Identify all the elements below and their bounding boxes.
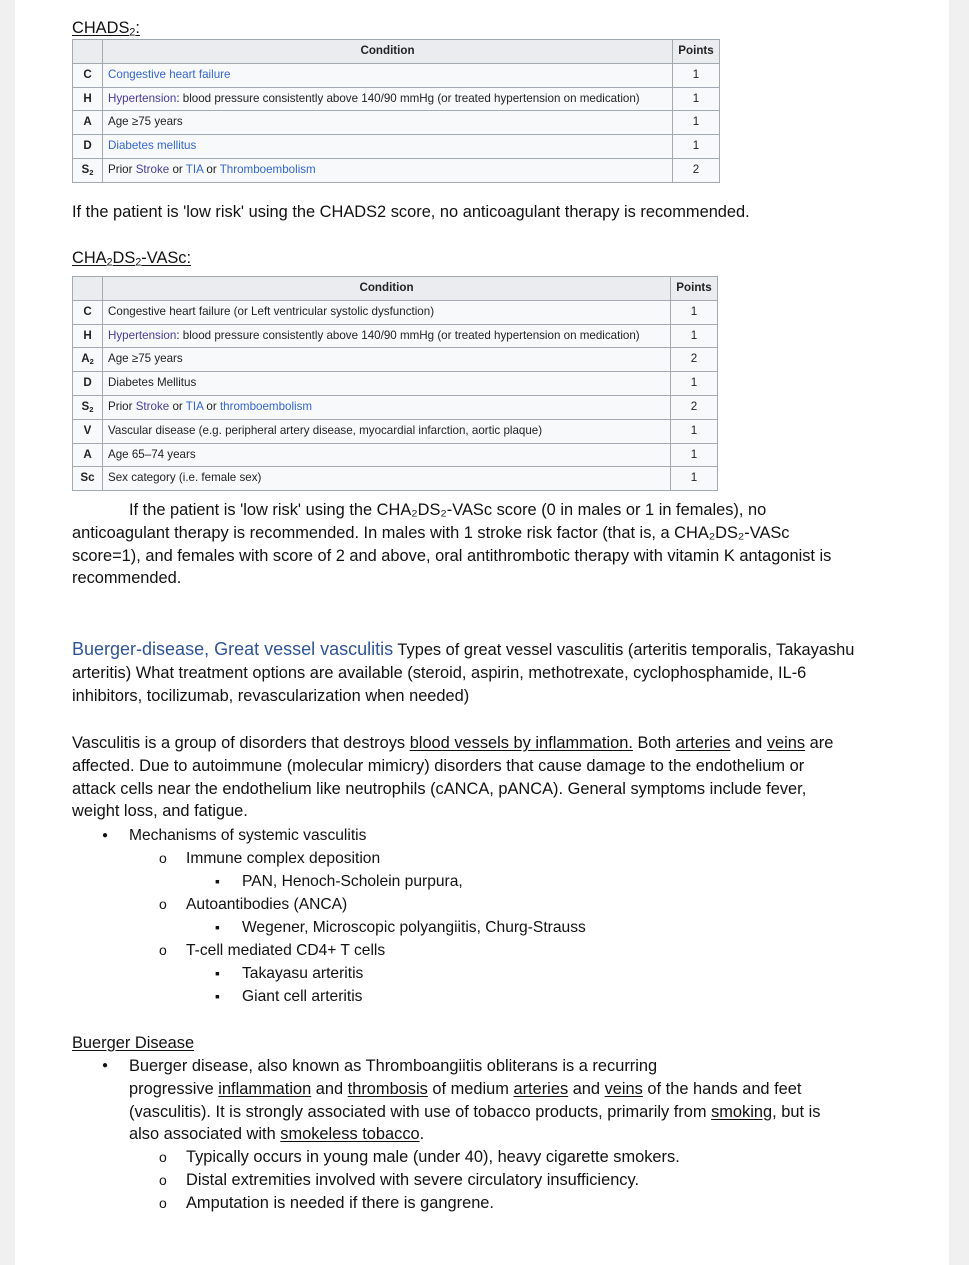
note-line: If the patient is 'low risk' using the CHA₂DS₂-VASc score (0 in males or 1 in females), no bbox=[129, 501, 767, 519]
condition-text: or bbox=[169, 162, 186, 176]
col-points-header: Points bbox=[671, 277, 718, 301]
text: and bbox=[568, 1079, 605, 1098]
condition-cell bbox=[103, 419, 671, 443]
inflammation-link[interactable]: inflammation bbox=[218, 1079, 312, 1098]
condition-cell bbox=[103, 443, 671, 467]
list-item bbox=[186, 1146, 909, 1169]
table-row bbox=[73, 324, 718, 348]
table-row bbox=[73, 348, 718, 372]
table-row bbox=[73, 372, 718, 396]
list-item bbox=[129, 1055, 909, 1078]
smokeless-tobacco-link[interactable]: smokeless tobacco bbox=[280, 1125, 420, 1144]
score-letter-text: A bbox=[83, 115, 92, 129]
score-letter-text: A bbox=[81, 352, 90, 366]
condition-text: Vascular disease (e.g. peripheral artery disease, myocardial infarction, aortic plaque) bbox=[108, 423, 543, 437]
score-letter bbox=[73, 324, 103, 348]
text: , but is bbox=[772, 1102, 821, 1121]
chads2-note: If the patient is 'low risk' using the CHADS2 score, no anticoagulant therapy is recommended. bbox=[72, 203, 750, 221]
list-item-text: Typically occurs in young male (under 40), heavy cigarette smokers. bbox=[186, 1148, 680, 1167]
note-line: anticoagulant therapy is recommended. In males with 1 stroke risk factor (that is, a CHA₂DS₂-VASc bbox=[72, 523, 790, 542]
heading-sub: 2 bbox=[135, 256, 142, 269]
condition-link[interactable]: TIA bbox=[185, 399, 204, 413]
condition-cell bbox=[103, 395, 671, 419]
score-letter bbox=[73, 372, 103, 396]
condition-cell bbox=[103, 467, 671, 491]
heading-part: DS bbox=[112, 249, 136, 267]
table-row bbox=[73, 87, 720, 111]
list-item-text: Immune complex deposition bbox=[186, 850, 381, 867]
points-cell: 1 bbox=[673, 111, 720, 135]
list-item bbox=[186, 893, 586, 916]
list-item-text: T-cell mediated CD4+ T cells bbox=[186, 942, 386, 959]
text: (vasculitis). It is strongly associated with use of tobacco products, primarily from bbox=[129, 1102, 712, 1121]
condition-link[interactable]: Thromboembolism bbox=[219, 162, 316, 176]
score-letter-text: V bbox=[83, 423, 92, 437]
smoking-link[interactable]: smoking bbox=[711, 1102, 773, 1121]
text: progressive bbox=[129, 1079, 219, 1098]
section-text: inhibitors, tocilizumab, revascularization when needed) bbox=[72, 686, 470, 705]
table-row bbox=[73, 467, 718, 491]
condition-cell bbox=[103, 87, 673, 111]
score-letter bbox=[73, 467, 103, 491]
list-item-text: Mechanisms of systemic vasculitis bbox=[129, 827, 367, 844]
table-row bbox=[73, 419, 718, 443]
points-cell: 2 bbox=[671, 348, 718, 372]
veins-link[interactable]: veins bbox=[604, 1079, 643, 1098]
score-letter-sub: 2 bbox=[89, 167, 94, 177]
condition-text: Age 65–74 years bbox=[108, 447, 196, 461]
col-condition-header: Condition bbox=[103, 40, 673, 64]
condition-cell bbox=[103, 158, 673, 182]
note-line: recommended. bbox=[72, 569, 182, 588]
table-row bbox=[73, 158, 720, 182]
list-item bbox=[186, 1192, 909, 1215]
condition-text: Diabetes Mellitus bbox=[108, 376, 197, 390]
score-letter-text: H bbox=[83, 328, 92, 342]
intro-text: weight loss, and fatigue. bbox=[72, 802, 248, 821]
intro-text: Both bbox=[632, 734, 676, 752]
list-item-text: Takayasu arteritis bbox=[242, 965, 364, 982]
condition-text: Prior bbox=[108, 399, 136, 413]
text: and bbox=[311, 1079, 348, 1098]
condition-link[interactable]: Stroke bbox=[135, 162, 170, 176]
condition-text: Age ≥75 years bbox=[108, 115, 183, 129]
condition-link[interactable]: Diabetes mellitus bbox=[108, 139, 197, 153]
condition-text: Age ≥75 years bbox=[108, 352, 183, 366]
score-letter bbox=[73, 443, 103, 467]
score-letter bbox=[73, 111, 103, 135]
intro-text: Vasculitis is a group of disorders that destroys bbox=[72, 734, 410, 752]
list-item bbox=[186, 1169, 909, 1192]
list-item-text: Giant cell arteritis bbox=[242, 988, 363, 1005]
score-letter bbox=[73, 135, 103, 159]
col-letter-header bbox=[73, 277, 103, 301]
condition-cell bbox=[103, 63, 673, 87]
list-item-text: Distal extremities involved with severe circulatory insufficiency. bbox=[186, 1170, 640, 1189]
score-letter bbox=[73, 87, 103, 111]
score-letter bbox=[73, 300, 103, 324]
score-letter-text: C bbox=[83, 304, 92, 318]
condition-text: Congestive heart failure (or Left ventricular systolic dysfunction) bbox=[108, 304, 435, 318]
chads2-heading-suffix: : bbox=[135, 19, 140, 37]
section-text: Types of great vessel vasculitis (arteritis temporalis, Takayashu bbox=[393, 641, 855, 659]
condition-cell bbox=[103, 372, 671, 396]
table-header-row bbox=[73, 277, 718, 301]
condition-text: Prior bbox=[108, 162, 136, 176]
condition-link[interactable]: Hypertension bbox=[108, 328, 177, 342]
condition-link[interactable]: Hypertension bbox=[108, 91, 177, 105]
condition-link[interactable]: thromboembolism bbox=[219, 399, 313, 413]
score-letter-text: S bbox=[81, 399, 90, 413]
list-item bbox=[242, 962, 586, 985]
points-cell: 1 bbox=[671, 324, 718, 348]
list-item bbox=[186, 939, 586, 962]
condition-link[interactable]: Stroke bbox=[135, 399, 170, 413]
thrombosis-link[interactable]: thrombosis bbox=[347, 1079, 428, 1098]
list-item bbox=[242, 870, 586, 893]
condition-cell bbox=[103, 111, 673, 135]
great-vessel-paragraph bbox=[72, 638, 892, 707]
score-letter bbox=[73, 395, 103, 419]
chads2-heading-text: CHADS bbox=[72, 19, 130, 37]
score-letter bbox=[73, 158, 103, 182]
score-letter-text: Sc bbox=[80, 471, 95, 485]
score-letter bbox=[73, 63, 103, 87]
blood-vessels-link[interactable]: blood vessels by inflammation. bbox=[409, 734, 633, 752]
col-letter-header bbox=[73, 40, 103, 64]
condition-text: or bbox=[203, 399, 220, 413]
condition-text: : blood pressure consistently above 140/90 mmHg (or treated hypertension on medication) bbox=[176, 91, 640, 105]
section-heading: Buerger-disease, Great vessel vasculitis bbox=[72, 639, 394, 659]
list-item-text: Amputation is needed if there is gangrene. bbox=[186, 1193, 494, 1212]
condition-cell bbox=[103, 135, 673, 159]
list-item bbox=[242, 985, 586, 1008]
points-cell: 2 bbox=[673, 158, 720, 182]
vasculitis-intro bbox=[72, 732, 892, 823]
points-cell: 1 bbox=[671, 419, 718, 443]
chads2-table bbox=[72, 39, 720, 183]
points-cell: 1 bbox=[671, 467, 718, 491]
score-letter bbox=[73, 419, 103, 443]
col-condition-header: Condition bbox=[103, 277, 671, 301]
table-row bbox=[73, 135, 720, 159]
points-cell: 1 bbox=[673, 63, 720, 87]
veins-link[interactable]: veins bbox=[766, 734, 806, 752]
buerger-heading: Buerger Disease bbox=[72, 1034, 195, 1052]
list-item bbox=[186, 847, 586, 870]
text: also associated with bbox=[129, 1125, 281, 1144]
section-text: arteritis) What treatment options are available (steroid, aspirin, methotrexate, cyclophosphamide, IL-6 bbox=[72, 663, 807, 682]
table-row bbox=[73, 395, 718, 419]
table-row bbox=[73, 63, 720, 87]
points-cell: 2 bbox=[671, 395, 718, 419]
arteries-link[interactable]: arteries bbox=[513, 1079, 569, 1098]
table-row bbox=[73, 300, 718, 324]
table-header-row bbox=[73, 40, 720, 64]
list-item-text: Autoantibodies (ANCA) bbox=[186, 896, 348, 913]
intro-text: are bbox=[805, 734, 834, 752]
text: of the hands and feet bbox=[642, 1079, 802, 1098]
intro-text: and bbox=[730, 734, 767, 752]
intro-text: attack cells near the endothelium like neutrophils (cANCA, pANCA). General symptoms include fever, bbox=[72, 779, 807, 798]
list-item-text: Wegener, Microscopic polyangiitis, Churg-Strauss bbox=[242, 919, 586, 936]
cha2ds2vasc-note bbox=[72, 499, 892, 590]
heading-sub: 2 bbox=[106, 256, 113, 269]
condition-text: : blood pressure consistently above 140/90 mmHg (or treated hypertension on medication) bbox=[176, 328, 640, 342]
heading-part: CHA bbox=[72, 249, 107, 267]
score-letter-text: C bbox=[83, 67, 92, 81]
score-letter-sub: 2 bbox=[89, 404, 94, 414]
condition-cell bbox=[103, 324, 671, 348]
condition-text: Sex category (i.e. female sex) bbox=[108, 471, 262, 485]
points-cell: 1 bbox=[671, 443, 718, 467]
table-row bbox=[73, 111, 720, 135]
condition-link[interactable]: Congestive heart failure bbox=[108, 67, 231, 81]
note-line: score=1), and females with score of 2 and above, oral antithrombotic therapy with vitamin K antagonist is bbox=[72, 546, 832, 565]
list-item-text: PAN, Henoch-Scholein purpura, bbox=[242, 873, 463, 890]
points-cell: 1 bbox=[673, 135, 720, 159]
intro-text: affected. Due to autoimmune (molecular mimicry) disorders that cause damage to the endothelium or bbox=[72, 756, 805, 775]
score-letter-text: H bbox=[83, 91, 92, 105]
heading-part: -VASc: bbox=[141, 249, 192, 267]
score-letter-text: A bbox=[83, 447, 92, 461]
list-item bbox=[129, 824, 586, 847]
table-row bbox=[73, 443, 718, 467]
chads2-heading bbox=[72, 17, 140, 40]
score-letter-text: D bbox=[83, 376, 92, 390]
score-letter-text: D bbox=[83, 139, 92, 153]
col-points-header: Points bbox=[673, 40, 720, 64]
condition-cell bbox=[103, 348, 671, 372]
points-cell: 1 bbox=[671, 372, 718, 396]
points-cell: 1 bbox=[673, 87, 720, 111]
mechanisms-list bbox=[129, 824, 586, 1008]
cha2ds2vasc-table bbox=[72, 276, 718, 491]
cha2ds2vasc-heading bbox=[72, 247, 191, 270]
condition-text: or bbox=[203, 162, 220, 176]
condition-cell bbox=[103, 300, 671, 324]
arteries-link[interactable]: arteries bbox=[675, 734, 731, 752]
text: . bbox=[419, 1125, 425, 1144]
score-letter-text: S bbox=[81, 162, 90, 176]
score-letter-sub: 2 bbox=[89, 357, 94, 367]
chads2-heading-sub: 2 bbox=[129, 26, 136, 39]
points-cell: 1 bbox=[671, 300, 718, 324]
text: of medium bbox=[427, 1079, 514, 1098]
score-letter bbox=[73, 348, 103, 372]
document-page bbox=[15, 0, 949, 1265]
buerger-paragraph bbox=[129, 1055, 909, 1215]
list-item bbox=[242, 916, 586, 939]
list-item-text: Buerger disease, also known as Thromboangiitis obliterans is a recurring bbox=[129, 1057, 658, 1075]
condition-link[interactable]: TIA bbox=[185, 162, 204, 176]
condition-text: or bbox=[169, 399, 186, 413]
